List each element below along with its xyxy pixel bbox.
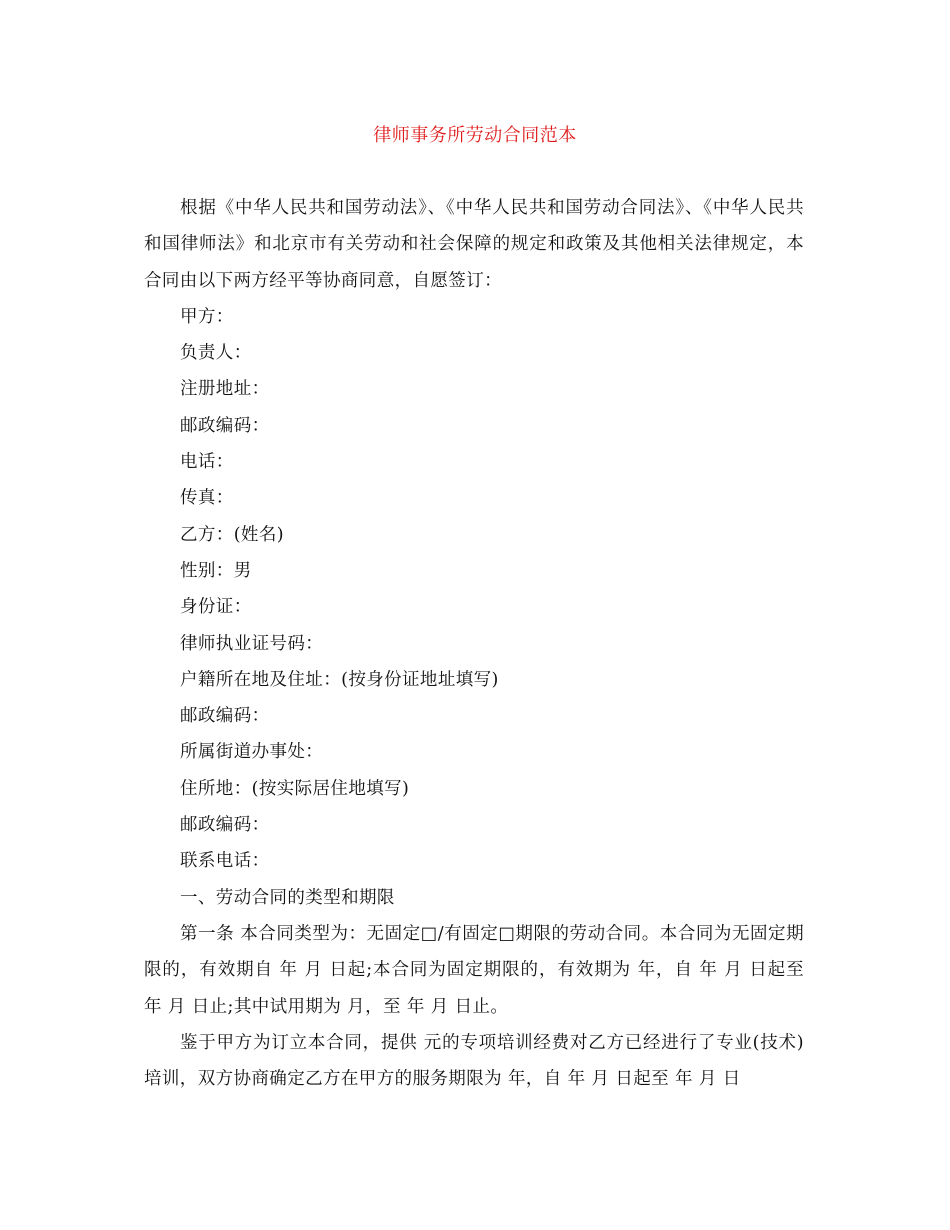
paragraph-phone: 电话： xyxy=(180,452,234,473)
paragraph-party-a: 甲方： xyxy=(180,306,234,327)
document-title: 律师事务所劳动合同范本 xyxy=(373,125,577,146)
paragraph-registered-address: 注册地址： xyxy=(180,379,270,400)
paragraph-responsible-person: 负责人： xyxy=(180,343,252,364)
paragraph-id-card: 身份证： xyxy=(180,597,252,618)
paragraph-contact-phone: 联系电话： xyxy=(180,851,270,872)
paragraph-license-number: 律师执业证号码： xyxy=(180,633,324,654)
paragraph-postal-code-a: 邮政编码： xyxy=(180,415,270,436)
paragraph-residence: 住所地：(按实际居住地填写) xyxy=(180,778,410,799)
paragraph-gender: 性别：男 xyxy=(180,560,252,581)
section-heading-contract-type: 一、劳动合同的类型和期限 xyxy=(180,887,395,908)
paragraph-party-b: 乙方：(姓名) xyxy=(180,524,284,545)
paragraph-fax: 传真： xyxy=(180,488,234,509)
paragraph-postal-code-c: 邮政编码： xyxy=(180,815,270,836)
paragraph-household-address: 户籍所在地及住址：(按身份证地址填写) xyxy=(180,669,499,690)
paragraph-street-office: 所属街道办事处： xyxy=(180,742,324,763)
document-body xyxy=(144,190,804,1097)
paragraph-preamble: 根据《中华人民共和国劳动法》、《中华人民共和国劳动合同法》、《中华人民共和国律师法》和北京市有关劳动和社会保障的规定和政策及其他相关法律规定，本合同由以下两方经平等协商同意，自愿签订： xyxy=(144,198,804,291)
paragraph-postal-code-b: 邮政编码： xyxy=(180,706,270,727)
paragraph-article-1: 第一条 本合同类型为：无固定□/有固定□期限的劳动合同。本合同为无固定期限的，有效期自 年 月 日起;本合同为固定期限的，有效期为 年，自 年 月 日起至 年 月 日止;其中试用期为 月，至 年 月 日止。 xyxy=(144,923,804,1017)
paragraph-training: 鉴于甲方为订立本合同，提供 元的专项培训经费对乙方已经进行了专业(技术)培训，双方协商确定乙方在甲方的服务期限为 年，自 年 月 日起至 年 月 日 xyxy=(144,1032,804,1090)
